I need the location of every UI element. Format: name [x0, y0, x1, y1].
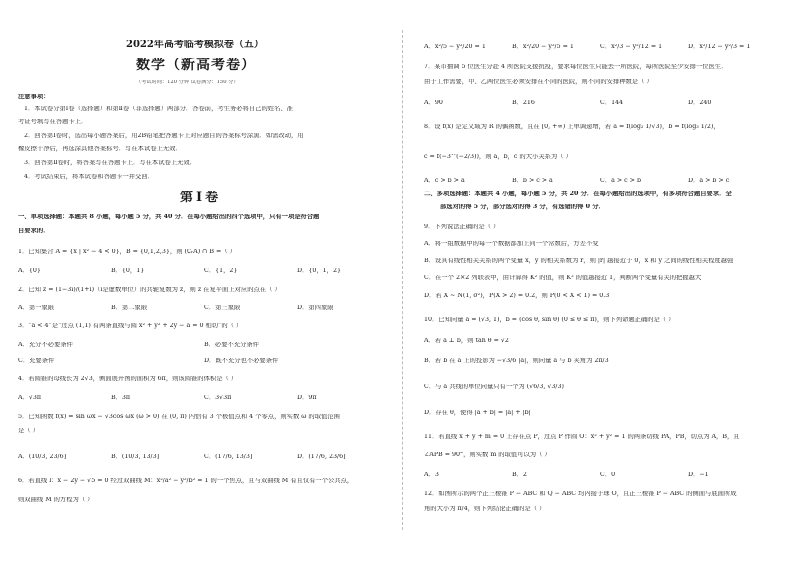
q1-option-c: C．{1，2} — [204, 268, 238, 274]
q3-option-c: C．充要条件 — [18, 358, 55, 364]
section-heading: 一、单项选择题：本题共 8 小题，每小题 5 分，共 40 分．在每小题给出的四个选项中，只有一项是符合题 — [18, 214, 320, 220]
q8-option-a: A．c > b > a — [424, 178, 465, 184]
q6-option-b: B．x²/20 − y²/5 = 1 — [512, 44, 574, 50]
section-heading-cont: 部选对的得 5 分，部分选对的得 3 分，有选错的得 0 分． — [440, 204, 605, 210]
q5-option-a: A．(10/3, 23/6] — [18, 454, 67, 460]
question-10-stem: 10．已知向量 a = (√3, 1)，b = (cos θ, sin θ) (0 ≤ θ ≤ π)，则下列命题正确的是（ ） — [424, 317, 675, 323]
q6-option-c: C．x²/3 − y²/12 = 1 — [600, 44, 663, 50]
note-line: 4．考试结束后，将本试卷和答题卡一并交回． — [24, 174, 154, 180]
q9-option-d: D．若 X ~ N(1, σ²)，P(X > 2) = 0.2，则 P(0 < X < 1) = 0.3 — [424, 293, 610, 299]
question-6-stem-cont: 则双曲线 M 的方程为（ ） — [18, 497, 94, 503]
question-8-stem: 8．设 f(x) 是定义域为 R 的偶函数，且在 [0, +∞) 上单调递增，若 a = f(log₂ 1/√3)，b = f(log₃ 1/2)， — [424, 124, 720, 130]
q6-option-a: A．x²/5 − y²/20 = 1 — [424, 44, 486, 50]
question-7-stem-cont: 由于工作需要，甲、乙两位医生必须安排在不同的医院，则不同的安排种数是（ ） — [424, 79, 653, 85]
q2-option-d: D．第四象限 — [297, 305, 334, 311]
note-line: 考证号填写在答题卡上． — [18, 119, 88, 125]
q8-option-b: B．b > c > a — [512, 178, 553, 184]
question-12-stem: 12．如图所示的两个正三棱锥 P − ABC 和 Q − ABC 均内接于球 O，且正三棱锥 P − ABC 的侧面与底面所成 — [424, 491, 737, 497]
notes-heading: 注意事项： — [18, 94, 50, 100]
q2-option-c: C．第三象限 — [204, 305, 241, 311]
column-divider — [402, 30, 403, 530]
question-5-stem: 5．已知函数 f(x) = sin ωx − √3cos ωx (ω > 0) 在 (0, π) 内恰有 3 个极值点和 4 个零点，则实数 ω 的取值范围 — [18, 414, 340, 420]
q11-option-d: D．−1 — [688, 472, 709, 478]
q8-option-c: C．a > c > b — [600, 178, 641, 184]
question-9-stem: 9．下列说法正确的是（ ） — [424, 224, 500, 230]
q3-option-b: B．必要不充分条件 — [204, 342, 260, 348]
section-heading-cont: 目要求的． — [18, 228, 50, 234]
q1-option-d: D．{0，1，2} — [297, 268, 341, 274]
q10-option-c: C．与 a 共线的单位向量只有一个为 (√6/3, √3/3) — [424, 384, 564, 390]
q4-option-c: C．3√3π — [204, 395, 232, 401]
question-12-stem-cont: 角的大小为 π/4，则下列结论正确的是（ ） — [424, 506, 546, 512]
q7-option-d: D．240 — [688, 100, 712, 106]
question-6-stem: 6．若直线 l：x − 2y − √5 = 0 经过双曲线 M：x²/a² − y²/b² = 1 的一个焦点，且与双曲线 M 有且仅有一个公共点， — [18, 478, 354, 484]
q5-option-b: B．(10/3, 13/3] — [111, 454, 160, 460]
q1-option-b: B．{0，1} — [111, 268, 145, 274]
q7-option-a: A．90 — [424, 100, 443, 106]
q3-option-d: D．既不充分也不必要条件 — [204, 358, 279, 364]
question-2-stem: 2．已知 z = (1−3i)/(1+i)（i是虚数单位）的共轭复数为 z̄，则 z̄ 在复平面上对应的点在（ ） — [18, 287, 281, 293]
note-line: 2．回答第Ⅰ卷时，选出每小题答案后，用2B铅笔把答题卡上对应题目的答案标号涂黑．如需改动，用 — [24, 133, 304, 139]
note-line: 1．本试卷分第Ⅰ卷（选择题）和第Ⅱ卷（非选择题）两部分．答卷前，考生务必将自己的姓名、准 — [24, 106, 293, 112]
q1-option-a: A．{0} — [18, 268, 41, 274]
question-4-stem: 4．若圆锥的母线长为 2√3，侧面展开图的面积为 6π，则该圆锥的体积是（ ） — [18, 376, 238, 382]
question-11-stem: 11．若直线 x + y + m = 0 上存在点 P，过点 P 作圆 O：x² + y² = 1 的两条切线 PA，PB，切点为 A，B，且 — [424, 434, 740, 440]
question-11-stem-cont: ∠APB = 90°，则实数 m 的取值可以为（ ） — [424, 452, 551, 458]
q4-option-a: A．√3π — [18, 395, 42, 401]
q4-option-b: B．3π — [111, 395, 131, 401]
q9-option-b: B．设具有线性相关关系的两个变量 x，y 的相关系数为 r，则 |r| 越接近于 0，x 和 y 之间的线性相关程度越强 — [424, 258, 734, 264]
q3-option-a: A．充分不必要条件 — [18, 342, 73, 348]
volume-heading: 第Ⅰ卷 — [180, 191, 222, 204]
q11-option-c: C．0 — [600, 472, 616, 478]
q10-option-a: A．若 a ⊥ b，则 tan θ = √2 — [424, 338, 509, 344]
question-7-stem: 7．某市抽调 5 位医生分赴 4 所医院支援抗疫，要求每位医生只能去一所医院，每所医院至少安排一位医生． — [424, 64, 728, 70]
q6-option-d: D．x²/12 − y²/3 = 1 — [688, 44, 751, 50]
exam-meta: （考试时间：120 分钟 试卷满分：150 分） — [136, 80, 239, 85]
q5-option-d: D．(17/6, 23/6] — [297, 454, 346, 460]
q10-option-b: B．若 b 在 a 上的投影为 −√3/6 |a|，则向量 a 与 b 夹角为 2π/3 — [424, 358, 609, 364]
q9-option-c: C．在一个 2×2 列联表中，由计算得 K² 的值，则 K² 的值越接近 1，判断两个变量有关的把握越大 — [424, 275, 702, 281]
q2-option-a: A．第一象限 — [18, 305, 55, 311]
exam-subtitle: 数学（新高考卷） — [136, 58, 256, 72]
q2-option-b: B．第二象限 — [111, 305, 148, 311]
q10-option-d: D．存在 θ，使得 |a + b| = |a| + |b| — [424, 410, 531, 416]
exam-title: 2022年高考临考模拟卷（五） — [126, 40, 264, 50]
q9-option-a: A．将一组数据中的每一个数据都加上同一个常数后，方差不变 — [424, 241, 599, 247]
q8-option-d: D．a > b > c — [688, 178, 730, 184]
q7-option-b: B．216 — [512, 100, 535, 106]
note-line: 3．回答第Ⅱ卷时，将答案写在答题卡上．写在本试卷上无效． — [24, 160, 197, 166]
question-3-stem: 3．“a < 4”是“过点 (1,1) 有两条直线与圆 x² + y² + 2y − a = 0 相切”的（ ） — [18, 323, 243, 329]
q11-option-b: B．2 — [512, 472, 527, 478]
q11-option-a: A．3 — [424, 472, 439, 478]
note-line: 橡皮擦干净后，再选涂其他答案标号．写在本试卷上无效． — [18, 146, 182, 152]
q7-option-c: C．144 — [600, 100, 624, 106]
section-heading: 二、多项选择题：本题共 4 小题，每小题 5 分，共 20 分．在每小题给出的选项中，有多项符合题目要求．全 — [424, 191, 732, 197]
question-5-stem-cont: 是（ ） — [18, 428, 39, 434]
question-8-stem-cont: c = f(−3^(−2/3))，则 a，b，c 的大小关系为（ ） — [424, 154, 572, 160]
q5-option-c: C．(17/6, 13/3] — [204, 454, 253, 460]
question-1-stem: 1．已知集合 A = {x | x² − 4 < 0}，B = {0,1,2,3}，则 (∁ᵣA) ∩ B =（ ） — [18, 249, 236, 255]
q4-option-d: D．9π — [297, 395, 317, 401]
